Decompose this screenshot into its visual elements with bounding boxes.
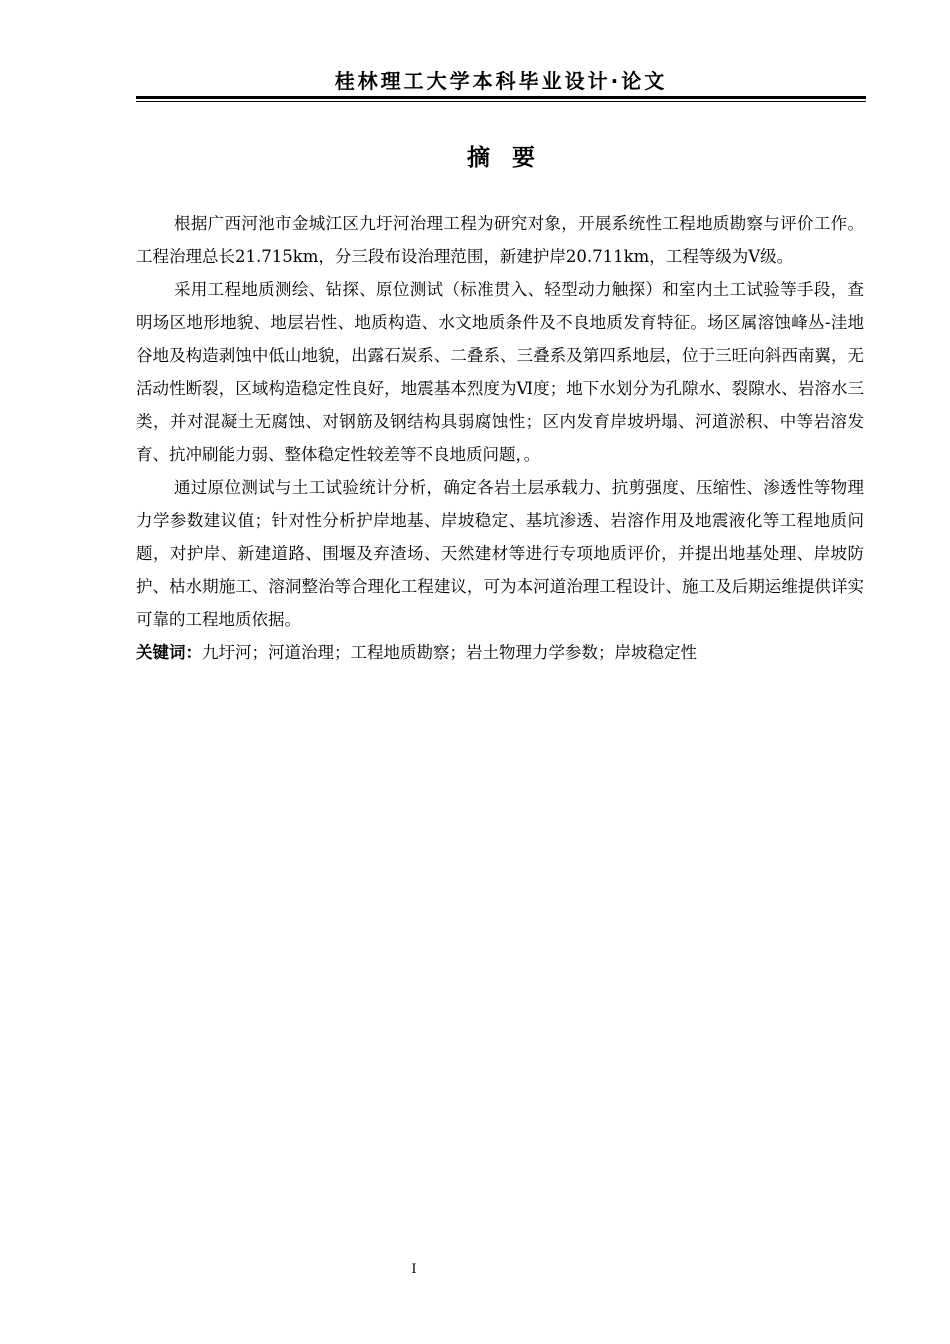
abstract-paragraph-3: 通过原位测试与土工试验统计分析，确定各岩土层承载力、抗剪强度、压缩性、渗透性等物理力学参数建议值；针对性分析护岸地基、岸坡稳定、基坑渗透、岩溶作用及地震液化等工程地质问题，对护岸、新建道路、围堰及弃渣场、天然建材等进行专项地质评价，并提出地基处理、岸坡防护、枯水期施工、溶洞整治等合理化工程建议，可为本河道治理工程设计、施工及后期运维提供详实可靠的工程地质依据。 [136,478,864,629]
running-header: 桂林理工大学本科毕业设计·论文 [334,69,668,93]
page-number: I [411,1262,417,1277]
abstract-paragraph-2: 采用工程地质测绘、钻探、原位测试（标准贯入、轻型动力触探）和室内土工试验等手段，查明场区地形地貌、地层岩性、地质构造、水文地质条件及不良地质发育特征。场区属溶蚀峰丛-洼地谷地及构造剥蚀中低山地貌，出露石炭系、二叠系、三叠系及第四系地层，位于三旺向斜西南翼，无活动性断裂，区域构造稳定性良好，地震基本烈度为Ⅵ度；地下水划分为孔隙水、裂隙水、岩溶水三类，并对混凝土无腐蚀、对钢筋及钢结构具弱腐蚀性；区内发育岸坡坍塌、河道淤积、中等岩溶发育、抗冲刷能力弱、整体稳定性较差等不良地质问题，。 [136,280,864,464]
abstract-title: 摘要 [467,145,557,171]
keywords-text: 九圩河；河道治理；工程地质勘察；岩土物理力学参数；岸坡稳定性 [202,643,697,662]
keywords-label: 关键词： [136,643,202,662]
abstract-body [136,207,864,669]
header-rule-thick [136,96,866,99]
abstract-paragraph-1: 根据广西河池市金城江区九圩河治理工程为研究对象，开展系统性工程地质勘察与评价工作。工程治理总长21.715km，分三段布设治理范围，新建护岸20.711km，工程等级为Ⅴ级。 [136,214,864,266]
header-rule-thin [136,101,866,102]
keywords-line [136,636,864,669]
